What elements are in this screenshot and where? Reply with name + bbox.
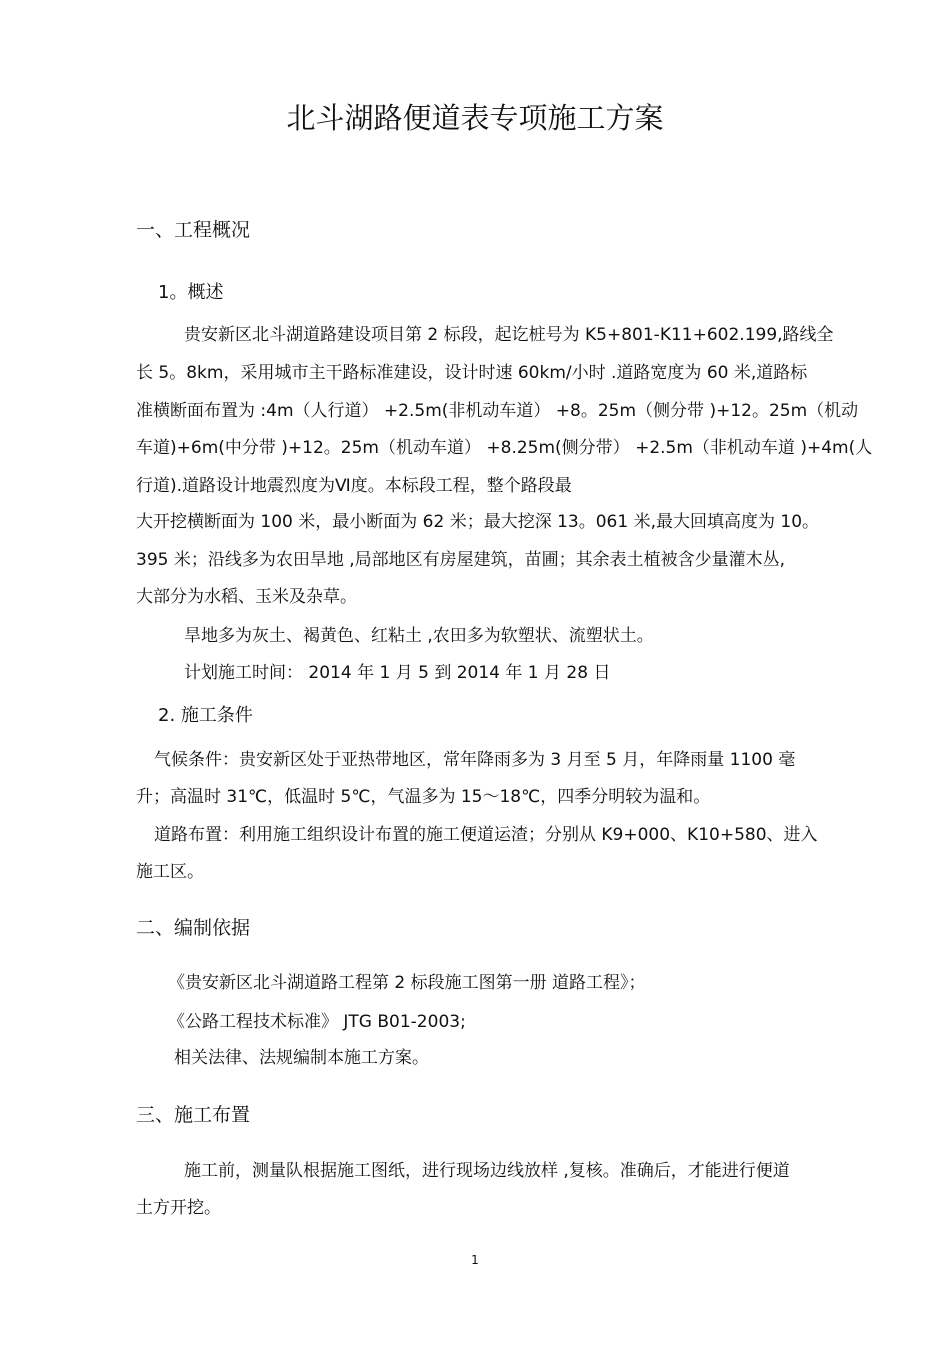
paragraph-line: 长 5。8km，采用城市主干路标准建设，设计时速 60km/小时 .道路宽度为 60 米,道路标 xyxy=(136,363,808,383)
paragraph-line: 准横断面布置为 :4m（人行道） +2.5m(非机动车道） +8。25m（侧分带 )+12。25m（机动 xyxy=(136,401,859,421)
paragraph-line: 车道)+6m(中分带 )+12。25m（机动车道） +8.25m(侧分带） +2.5m（非机动车道 )+4m(人 xyxy=(136,438,873,458)
paragraph-line: 施工区。 xyxy=(136,862,204,882)
page-number: 1 xyxy=(471,1253,479,1267)
section-heading-layout: 三、施工布置 xyxy=(136,1104,251,1126)
subsection-heading-conditions: 2. 施工条件 xyxy=(158,705,253,726)
paragraph-line: 施工前，测量队根据施工图纸，进行现场边线放样 ,复核。准确后，才能进行便道 xyxy=(184,1161,790,1181)
reference-line: 相关法律、法规编制本施工方案。 xyxy=(174,1048,429,1068)
reference-line: 《贵安新区北斗湖道路工程第 2 标段施工图第一册 道路工程》； xyxy=(168,973,646,993)
paragraph-line: 大部分为水稻、玉米及杂草。 xyxy=(136,587,357,607)
paragraph-line: 395 米；沿线多为农田旱地 ,局部地区有房屋建筑，苗圃；其余表土植被含少量灌木丛, xyxy=(136,550,786,570)
reference-line: 《公路工程技术标准》 JTG B01-2003; xyxy=(168,1012,466,1032)
subsection-heading-summary: 1。概述 xyxy=(158,282,224,303)
section-heading-basis: 二、编制依据 xyxy=(136,917,251,939)
paragraph-line: 行道).道路设计地震烈度为Ⅵ度。本标段工程，整个路段最 xyxy=(136,476,572,496)
paragraph-line: 道路布置：利用施工组织设计布置的施工便道运渣；分别从 K9+000、K10+580、进入 xyxy=(154,825,818,845)
paragraph-line: 旱地多为灰土、褐黄色、红粘土 ,农田多为软塑状、流塑状土。 xyxy=(184,626,654,646)
paragraph-line: 升；高温时 31℃，低温时 5℃，气温多为 15～18℃，四季分明较为温和。 xyxy=(136,787,711,807)
paragraph-line: 大开挖横断面为 100 米，最小断面为 62 米；最大挖深 13。061 米,最大回填高度为 10。 xyxy=(136,512,820,532)
paragraph-line: 气候条件：贵安新区处于亚热带地区，常年降雨多为 3 月至 5 月，年降雨量 1100 毫 xyxy=(154,750,796,770)
section-heading-overview: 一、工程概况 xyxy=(136,219,251,241)
paragraph-line: 土方开挖。 xyxy=(136,1198,221,1218)
paragraph-line: 贵安新区北斗湖道路建设项目第 2 标段，起讫桩号为 K5+801-K11+602.199,路线全 xyxy=(184,325,834,345)
schedule-line: 计划施工时间： 2014 年 1 月 5 到 2014 年 1 月 28 日 xyxy=(184,663,611,683)
document-title: 北斗湖路便道表专项施工方案 xyxy=(286,101,664,135)
